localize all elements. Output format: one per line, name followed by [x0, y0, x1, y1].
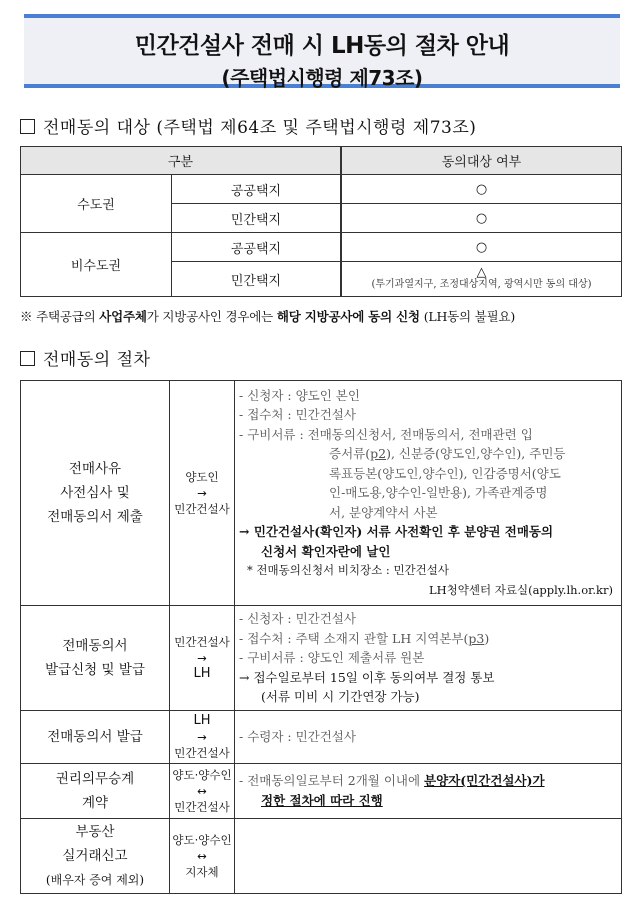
title-banner — [24, 14, 620, 88]
step-title: 전매사유 사전심사 및 전매동의서 제출 — [21, 381, 170, 606]
table-row — [21, 233, 622, 262]
step-flow: 양도인 → 민간건설사 — [170, 381, 235, 606]
step-flow: LH → 민간건설사 — [170, 710, 235, 763]
page-ref-link[interactable]: p3 — [468, 630, 485, 646]
table-row — [21, 175, 622, 204]
arrows-both-icon: ↔ — [197, 848, 207, 863]
step-detail: - 수령자 : 민간건설사 — [235, 710, 622, 763]
arrows-both-icon: ↔ — [197, 783, 207, 798]
table-row — [21, 381, 622, 606]
region-capital: 수도권 — [21, 175, 172, 233]
step-detail: - 신청자 : 민간건설사 - 접수처 : 주택 소재지 관할 LH 지역본부(p3) - 구비서류 : 양도인 제출서류 원본 → 접수일로부터 15일 이후 동의여부 결정 통보 (서류 미비 시 기간연장 가능) — [235, 606, 622, 711]
step-flow: 양도·양수인 ↔ 지자체 — [170, 818, 235, 893]
region-noncapital: 비수도권 — [21, 233, 172, 297]
header-category: 구분 — [21, 147, 342, 175]
table-row — [21, 606, 622, 711]
step-title: 권리의무승계 계약 — [21, 763, 170, 818]
step-flow: 민간건설사 → LH — [170, 606, 235, 711]
land-type: 공공택지 — [172, 233, 342, 262]
step-detail: - 신청자 : 양도인 본인 - 접수처 : 민간건설사 - 구비서류 : 전매동의신청서, 전매동의서, 전매관련 입 증서류(p2), 신분증(양도인,양수인), 주민등 록표등본(양도인,양수인), 인감증명서(양도 인-매도용,양수인-일반용), 가족관계증명 서, 분양계약서 사본 → 민간건설사(확인자) 서류 사전확인 후 분양권 전매동의 신청서 확인자란에 날인 * 전매동의신청서 비치장소 : 민간건설사 LH청약센터 자료실(apply.lh.or.kr) — [235, 381, 622, 606]
land-type: 공공택지 — [172, 175, 342, 204]
land-type: 민간택지 — [172, 204, 342, 233]
eligibility-mark: ○ — [341, 233, 622, 262]
eligibility-partial — [341, 262, 622, 297]
page-ref-link[interactable]: p2 — [370, 446, 387, 462]
arrow-right-icon: → — [197, 486, 207, 500]
step-flow: 양도·양수인 ↔ 민간건설사 — [170, 763, 235, 818]
eligibility-mark: ○ — [341, 204, 622, 233]
procedure-table — [20, 380, 622, 894]
partial-mark: △ — [476, 265, 487, 280]
step-detail-empty — [235, 818, 622, 893]
page-title: 민간건설사 전매 시 LH동의 절차 안내 — [134, 33, 510, 59]
table-header-row — [21, 147, 622, 175]
table-row — [21, 710, 622, 763]
partial-note: (투기과열지구, 조정대상지역, 광역시만 동의 대상) — [371, 279, 592, 290]
header-eligibility: 동의대상 여부 — [341, 147, 622, 175]
eligibility-mark: ○ — [341, 175, 622, 204]
checkbox-square-icon — [20, 351, 35, 366]
checkbox-square-icon — [20, 119, 35, 134]
target-table — [20, 146, 622, 297]
step-title: 전매동의서 발급신청 및 발급 — [21, 606, 170, 711]
arrow-right-icon: → — [197, 650, 207, 665]
page-subtitle: (주택법시행령 제73조) — [221, 66, 423, 90]
section-heading-target: 전매동의 대상 (주택법 제64조 및 주택법시행령 제73조) — [20, 113, 476, 138]
step-detail: - 전매동의일로부터 2개월 이내에 분양자(민간건설사)가 정한 절차에 따라 진행 — [235, 763, 622, 818]
step-title: 부동산 실거래신고 (배우자 증여 제외) — [21, 818, 170, 893]
table-row — [21, 818, 622, 893]
section-heading-procedure: 전매동의 절차 — [20, 345, 150, 370]
land-type: 민간택지 — [172, 262, 342, 297]
step-title: 전매동의서 발급 — [21, 710, 170, 763]
footnote: ※ 주택공급의 사업주체가 지방공사인 경우에는 해당 지방공사에 동의 신청 (LH동의 불필요) — [20, 309, 515, 324]
arrow-right-icon: → — [197, 729, 207, 744]
table-row — [21, 763, 622, 818]
